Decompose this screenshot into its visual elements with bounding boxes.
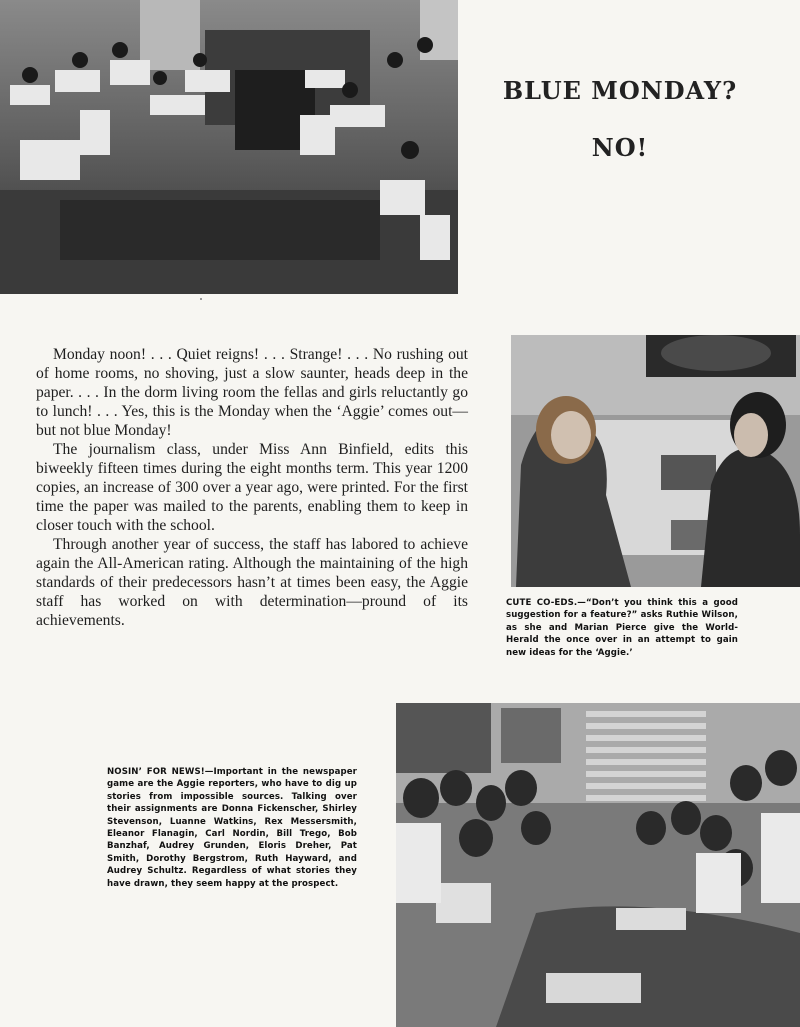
headline-line-1: BLUE MONDAY? — [502, 76, 738, 105]
headline-line-2: NO! — [591, 133, 649, 162]
dorm-living-room-photo — [0, 0, 458, 294]
article-paragraph-1: Monday noon! . . . Quiet reigns! . . . Strange! . . . No rushing out of home rooms, no shoving, just a slow saunter, heads deep in the paper. . . . In the dorm living room the fellas and girls reluctantly go to lunch! . . . Yes, this is the Monday when the ‘Aggie’ comes out—but not blue Monday! — [36, 346, 468, 439]
article-paragraph-3: Through another year of success, the staff has labored to achieve again the All-American rating. Although the maintaining of the high standards of their predecessors hasn’t at times been easy, the Aggie staff has worked on with determination—pround of its achievements. — [36, 536, 468, 629]
dorm-photo-image — [0, 0, 458, 294]
co-eds-caption: CUTE CO-EDS.—“Don’t you think this a good suggestion for a feature?” asks Ruthie Wilson, as she and Marian Pierce give the World-Herald the once over in an attempt to gain new ideas for the ‘Aggie.’ — [506, 598, 738, 658]
co-eds-photo-image — [511, 335, 800, 587]
co-eds-photo — [511, 335, 800, 587]
reporters-photo-image — [396, 703, 800, 1027]
nosin-for-news-caption: NOSIN’ FOR NEWS!—Important in the newspaper game are the Aggie reporters, who have to dig up stories from impossible sources. Talking over their assignments are Donna Fickenscher, Shirley Stevenson, Luanne Watkins, Rex Messersmith, Eleanor Flanagin, Carl Nordin, Bill Trego, Bob Banzhaf, Audrey Grunden, Eloris Dreher, Pat Smith, Dorothy Bergstrom, Ruth Hayward, and Audrey Schultz. Regardless of what stories they have drawn, they seem happy at the prospect. — [107, 767, 357, 889]
article-body — [36, 345, 468, 630]
page-speck — [200, 298, 202, 300]
reporters-photo — [396, 703, 800, 1027]
article-paragraph-2: The journalism class, under Miss Ann Binfield, edits this biweekly fifteen times during the eight months term. This year 1200 copies, an increase of 300 over a year ago, were printed. For the first time the paper was mailed to the parents, enabling them to keep in closer touch with the school. — [36, 441, 468, 534]
